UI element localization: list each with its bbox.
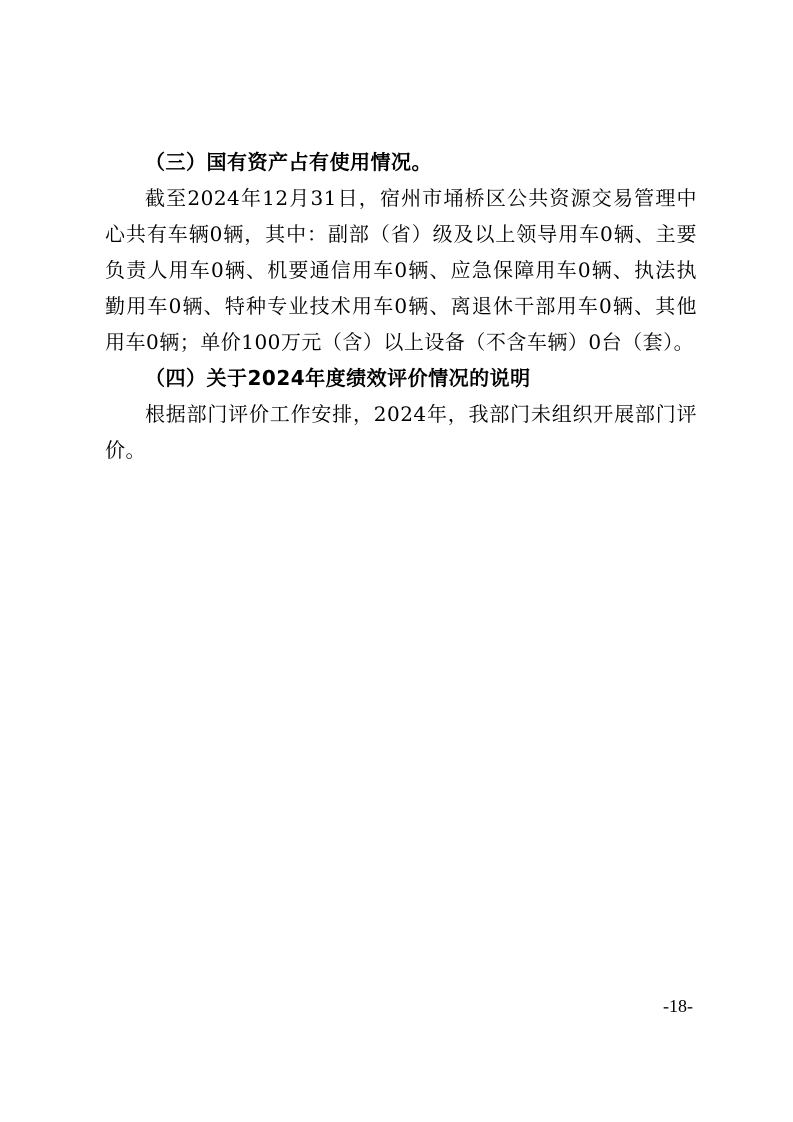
section-heading-performance: （四）关于2024年度绩效评价情况的说明: [145, 366, 531, 390]
document-body: [105, 144, 697, 468]
section-heading-assets: （三）国有资产占有使用情况。: [145, 150, 432, 174]
section-paragraph-performance: 根据部门评价工作安排，2024年，我部门未组织开展部门评价。: [105, 402, 697, 462]
page-number: -18-: [663, 996, 693, 1016]
section-paragraph-assets: 截至2024年12月31日，宿州市埇桥区公共资源交易管理中心共有车辆0辆，其中：副部（省）级及以上领导用车0辆、主要负责人用车0辆、机要通信用车0辆、应急保障用车0辆、执法执勤用车0辆、特种专业技术用车0辆、离退休干部用车0辆、其他用车0辆；单价100万元（含）以上设备（不含车辆）0台（套）。: [105, 186, 697, 354]
